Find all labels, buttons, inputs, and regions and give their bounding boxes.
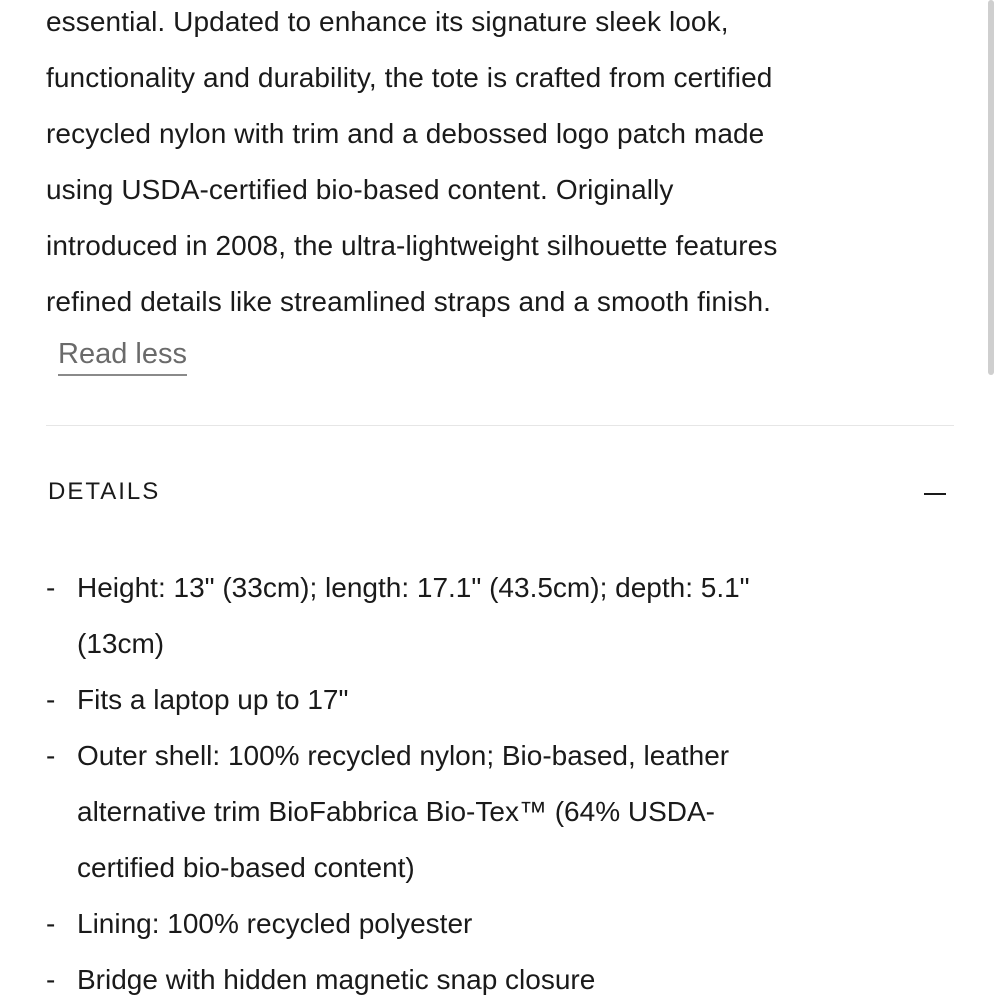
description-line: recycled nylon with trim and a debossed logo patch made: [46, 118, 765, 149]
description-line: introduced in 2008, the ultra-lightweight silhouette features: [46, 230, 778, 261]
description-line: refined details like streamlined straps and a smooth finish.: [46, 286, 772, 317]
bullet-dash: -: [46, 908, 56, 939]
description-line: essential. Updated to enhance its signature sleek look,: [46, 6, 729, 37]
list-item: [46, 560, 956, 672]
list-item: [46, 728, 956, 896]
bullet-dash: -: [46, 740, 56, 771]
list-item-line: Lining: 100% recycled polyester: [77, 908, 473, 939]
scrollbar-thumb[interactable]: [988, 0, 994, 375]
description-line: using USDA-certified bio-based content. Originally: [46, 174, 674, 205]
list-item: [46, 952, 956, 1000]
list-item: [46, 672, 956, 728]
details-list: [46, 560, 956, 1000]
bullet-dash: -: [46, 684, 56, 715]
list-item-line: Height: 13" (33cm); length: 17.1" (43.5cm); depth: 5.1": [77, 572, 750, 603]
list-item-line: (13cm): [77, 628, 165, 659]
minus-icon[interactable]: [924, 493, 946, 495]
description-line: functionality and durability, the tote is crafted from certified: [46, 62, 773, 93]
section-divider: [46, 425, 954, 426]
details-title: DETAILS: [48, 478, 161, 505]
list-item-line: alternative trim BioFabbrica Bio-Tex™ (64% USDA-: [77, 796, 715, 827]
list-item: [46, 896, 956, 952]
bullet-dash: -: [46, 964, 56, 995]
bullet-dash: -: [46, 572, 56, 603]
list-item-line: Outer shell: 100% recycled nylon; Bio-based, leather: [77, 740, 730, 771]
read-less-link[interactable]: Read less: [58, 334, 187, 376]
list-item-line: Bridge with hidden magnetic snap closure: [77, 964, 596, 995]
details-accordion-header[interactable]: [46, 470, 954, 518]
list-item-line: certified bio-based content): [77, 852, 415, 883]
list-item-line: Fits a laptop up to 17": [77, 684, 349, 715]
product-description: [46, 0, 956, 330]
